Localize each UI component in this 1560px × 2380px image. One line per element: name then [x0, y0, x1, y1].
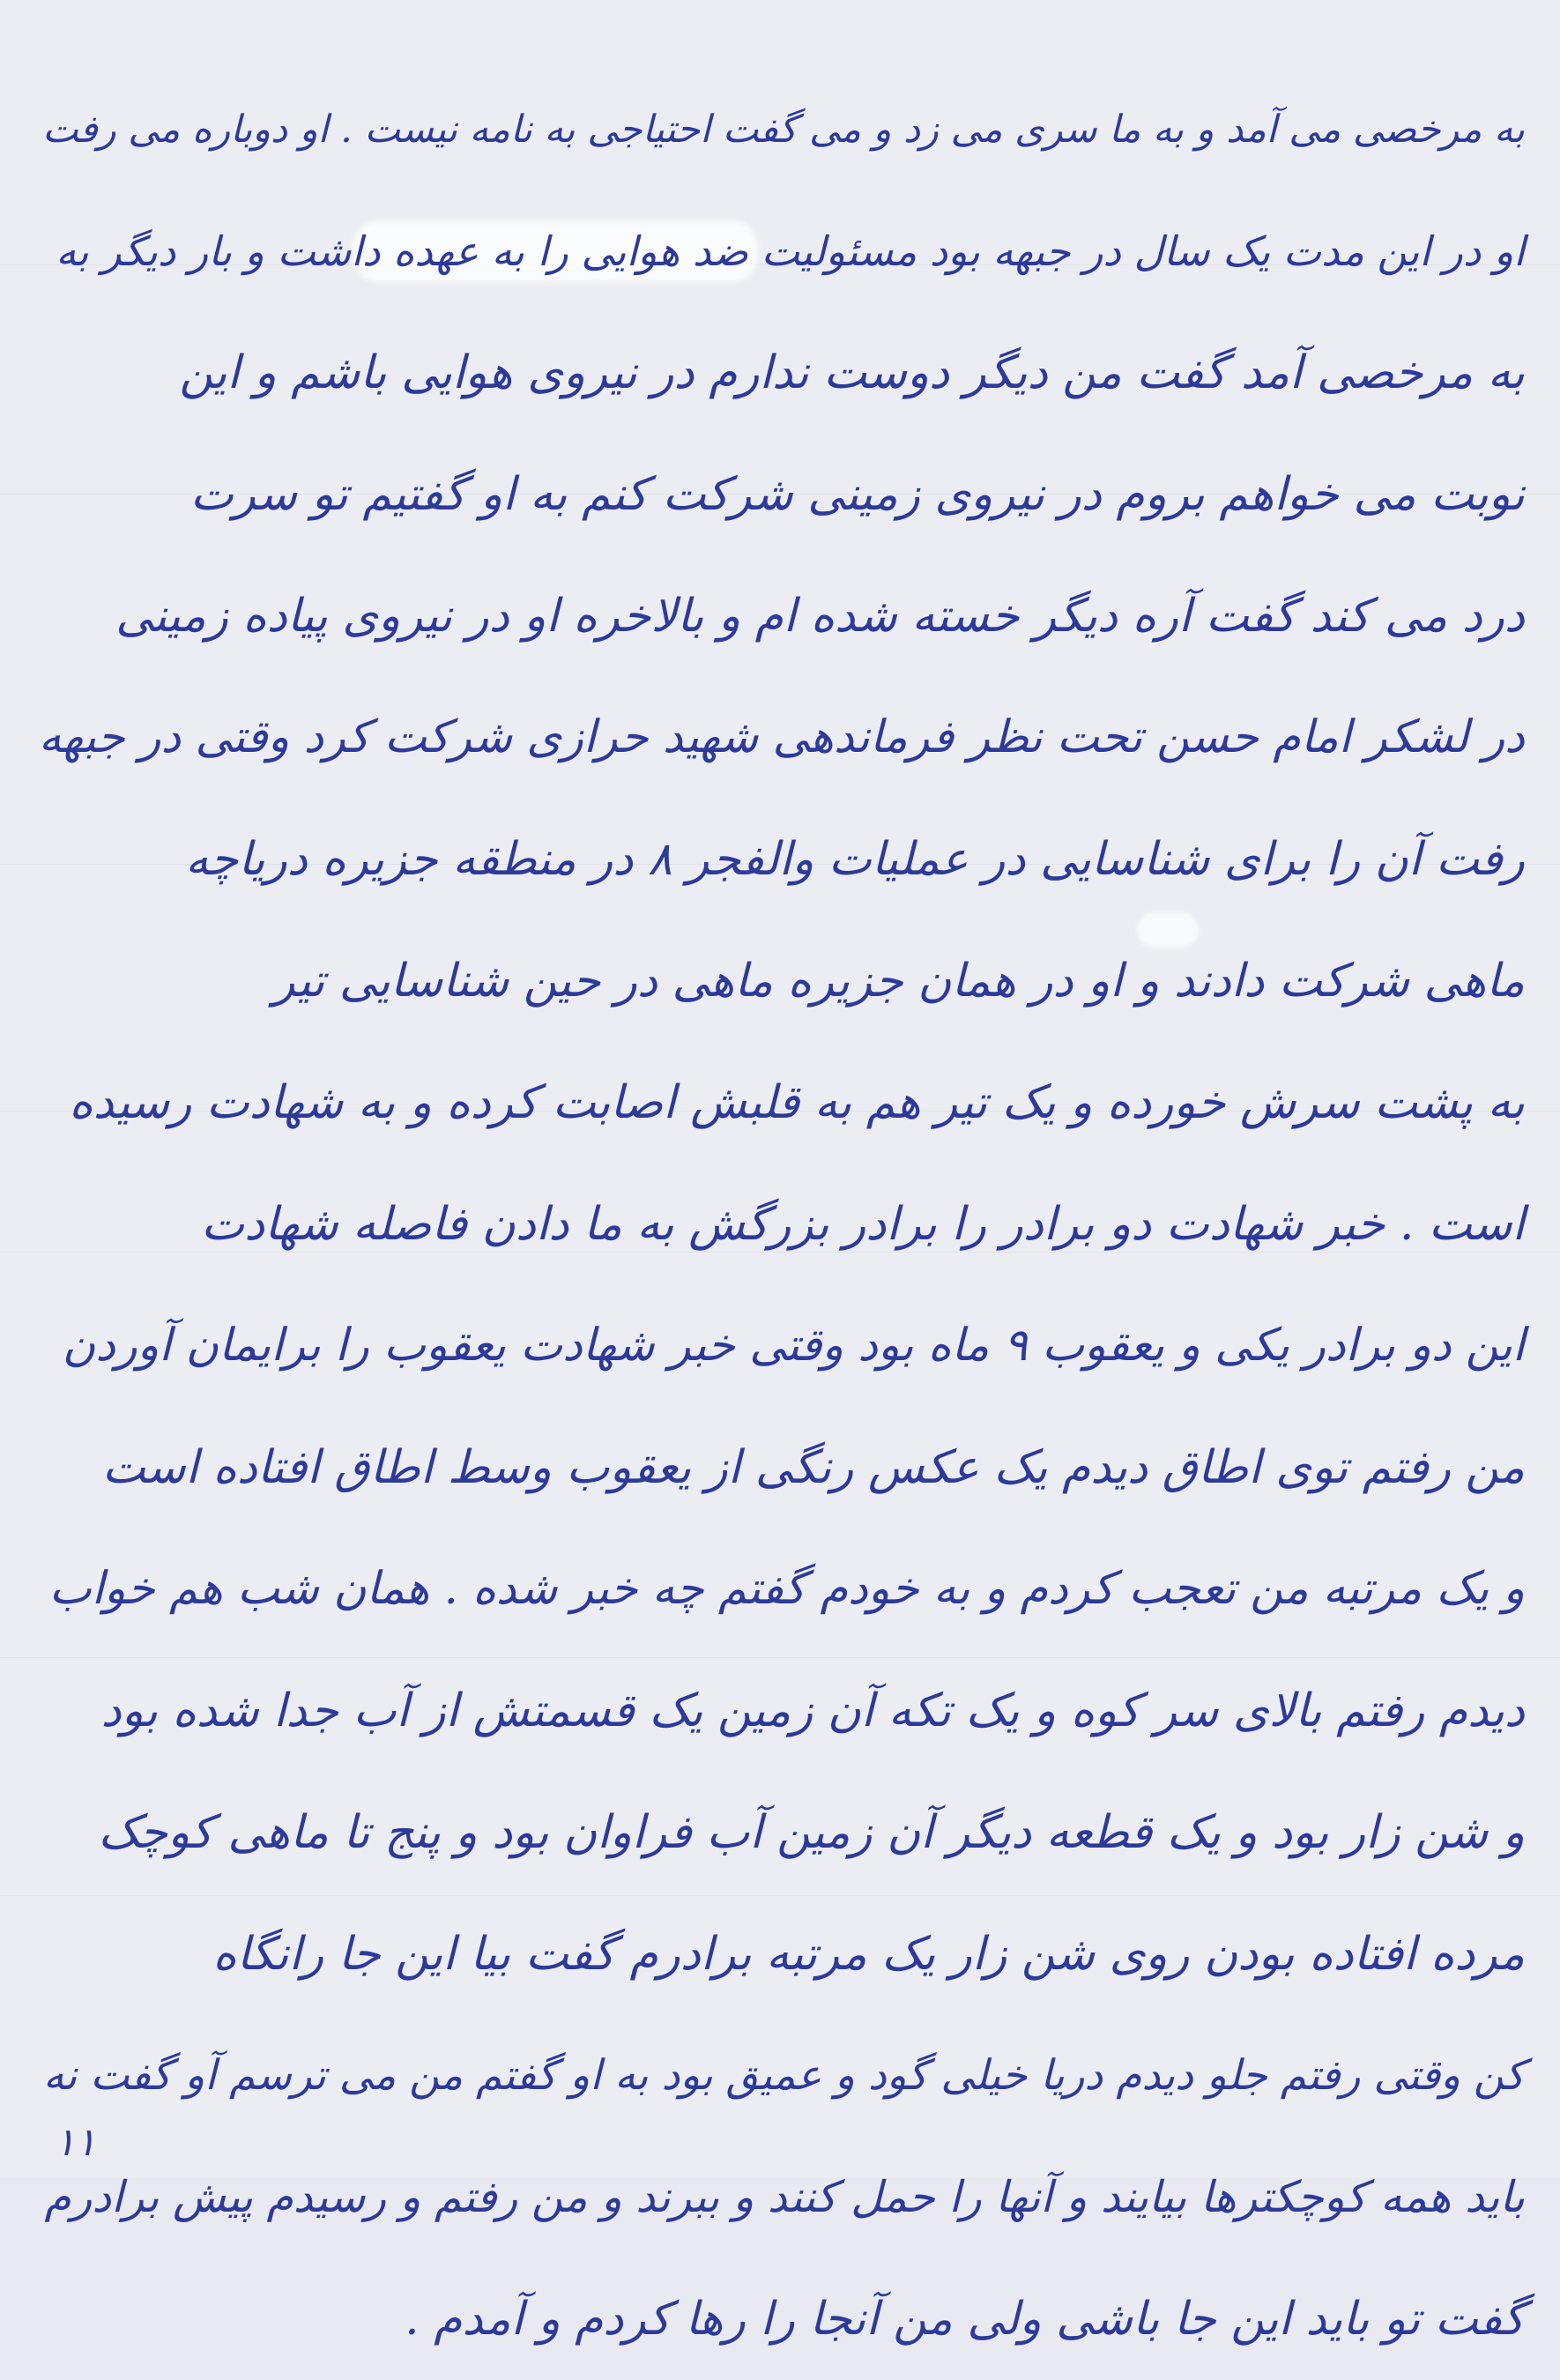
- handwritten-line: به پشت سرش خورده و یک تیر هم به قلبش اصابت کرده و به شهادت رسیده: [69, 1076, 1525, 1129]
- handwritten-line: به مرخصی آمد گفت من دیگر دوست ندارم در نیروی هوایی باشم و این: [179, 346, 1525, 399]
- handwritten-line: گفت تو باید این جا باشی ولی من آنجا را رها کردم و آمدم .: [405, 2293, 1525, 2346]
- handwritten-line: در لشکر امام حسن تحت نظر فرماندهی شهید حرازی شرکت کرد وقتی در جبهه: [38, 711, 1525, 763]
- handwritten-line: رفت آن را برای شناسایی در عملیات والفجر ۸ در منطقه جزیره دریاچه: [185, 833, 1525, 886]
- handwritten-line: درد می کند گفت آره دیگر خسته شده ام و بالاخره او در نیروی پیاده زمینی: [115, 590, 1525, 643]
- handwritten-line: و یک مرتبه من تعجب کردم و به خودم گفتم چه خبر شده . همان شب هم خواب: [48, 1563, 1525, 1615]
- handwritten-line: نوبت می خواهم بروم در نیروی زمینی شرکت کنم به او گفتیم تو سرت: [189, 468, 1525, 521]
- handwritten-line: و شن زار بود و یک قطعه دیگر آن زمین آب فراوان بود و پنج تا ماهی کوچک: [98, 1806, 1525, 1859]
- handwritten-line: این دو برادر یکی و یعقوب ۹ ماه بود وقتی خبر شهادت یعقوب را برایمان آوردن: [62, 1320, 1525, 1372]
- handwritten-line: او در این مدت یک سال در جبهه بود مسئولیت ضد هوایی را به عهده داشت و بار دیگر به: [56, 227, 1525, 275]
- handwritten-line: مرده افتاده بودن روی شن زار یک مرتبه برادرم گفت بیا این جا رانگاه: [212, 1928, 1525, 1981]
- handwritten-line: به مرخصی می آمد و به ما سری می زد و می گفت احتیاجی به نامه نیست . او دوباره می رفت: [42, 108, 1525, 152]
- handwritten-text-block: [35, 69, 1525, 2380]
- handwritten-line: کن وقتی رفتم جلو دیدم دریا خیلی گود و عمیق بود به او گفتم من می ترسم آو گفت نه: [43, 2051, 1525, 2100]
- page-number: ۱۱: [55, 2120, 97, 2165]
- handwritten-line: است . خبر شهادت دو برادر را برادر بزرگش به ما دادن فاصله شهادت: [201, 1198, 1525, 1251]
- handwritten-line: من رفتم توی اطاق دیدم یک عکس رنگی از یعقوب وسط اطاق افتاده است: [101, 1441, 1525, 1494]
- handwritten-line: باید همه کوچکترها بیایند و آنها را حمل کنند و ببرند و من رفتم و رسیدم پیش برادرم: [44, 2172, 1525, 2222]
- handwritten-line: ماهی شرکت دادند و او در همان جزیره ماهی در حین شناسایی تیر: [272, 955, 1525, 1008]
- handwritten-line: دیدم رفتم بالای سر کوه و یک تکه آن زمین یک قسمتش از آب جدا شده بود: [100, 1685, 1525, 1737]
